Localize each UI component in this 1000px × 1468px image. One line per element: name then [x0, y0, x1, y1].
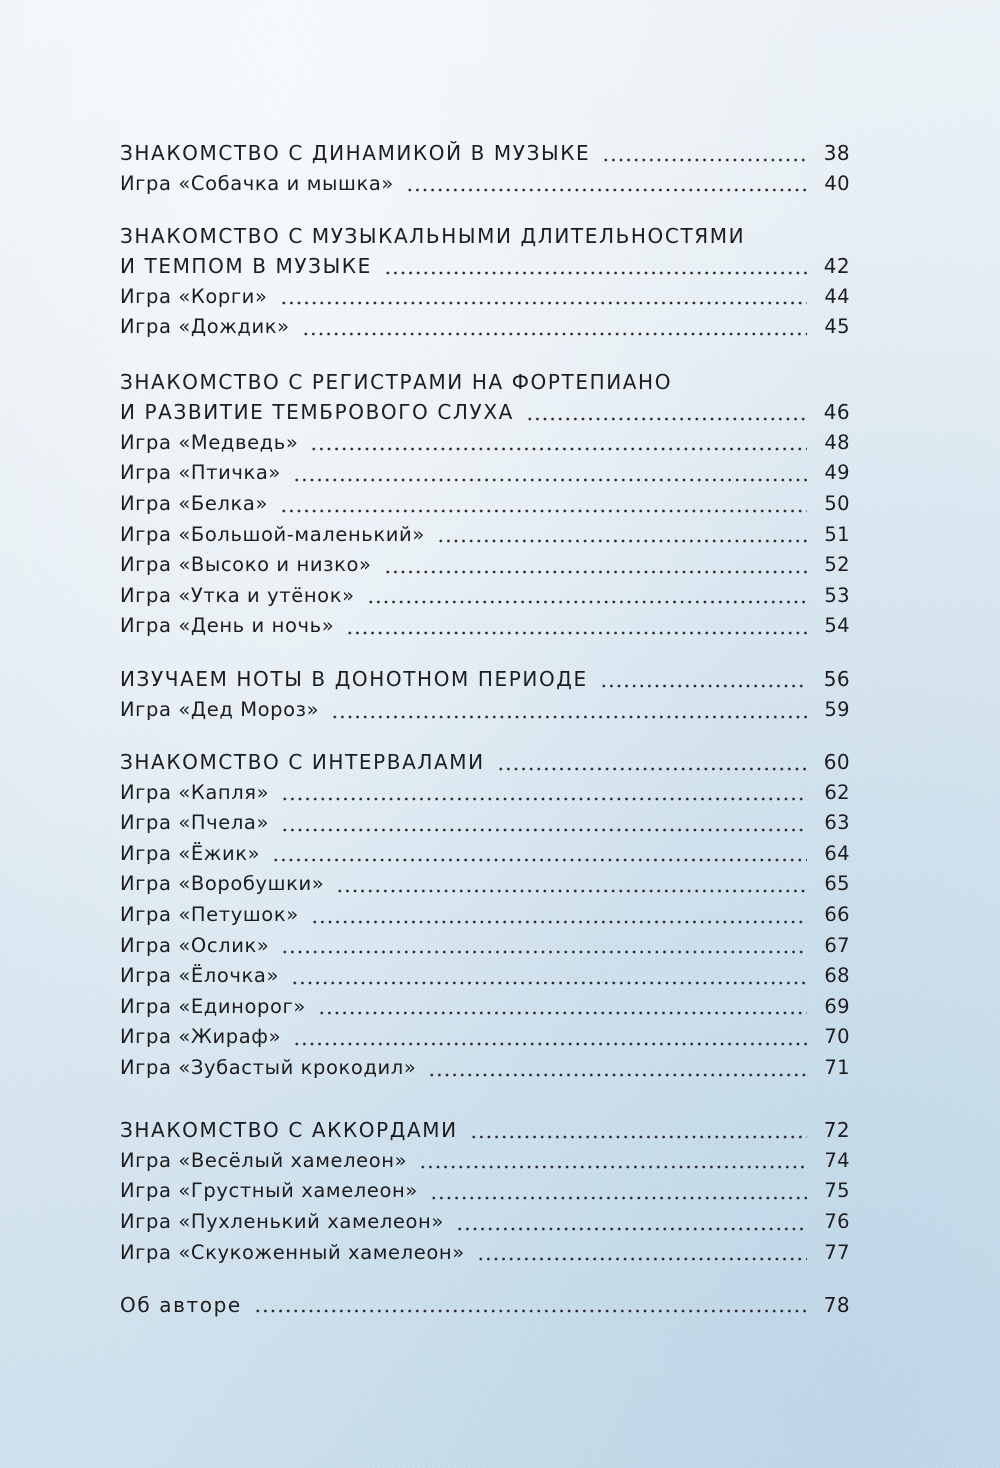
toc-heading-line	[120, 747, 850, 778]
page-number: 56	[823, 667, 850, 692]
entry-title: Игра «Петушок»	[120, 903, 299, 927]
page-number: 74	[824, 1148, 850, 1172]
dot-leader	[497, 747, 807, 778]
toc-heading-line	[120, 367, 850, 398]
dot-leader	[293, 458, 807, 489]
entry-title: Игра «Весёлый хамелеон»	[120, 1148, 408, 1172]
dot-leader	[254, 1290, 807, 1321]
page-number: 48	[824, 430, 850, 454]
toc-entry	[120, 489, 850, 520]
heading-title: И ТЕМПОМ В МУЗЫКЕ	[120, 254, 372, 279]
dot-leader	[384, 251, 807, 282]
toc-section	[120, 664, 850, 725]
page-number: 78	[823, 1292, 850, 1317]
toc-heading-line	[120, 251, 850, 282]
dot-leader	[281, 808, 807, 839]
entry-title: Игра «Большой-маленький»	[120, 522, 425, 546]
toc-entry	[120, 1146, 850, 1177]
dot-leader	[281, 931, 807, 962]
toc-entry	[120, 1022, 850, 1053]
toc-entry	[120, 282, 850, 313]
page-number: 54	[824, 614, 850, 638]
entry-title: Игра «Высоко и низко»	[120, 553, 372, 577]
toc-entry	[120, 169, 850, 200]
dot-leader	[437, 520, 807, 551]
entry-title: Игра «Пчела»	[120, 811, 270, 835]
page-number: 64	[824, 841, 850, 865]
toc-heading-line	[120, 1290, 850, 1321]
entry-title: Игра «Зубастый крокодил»	[120, 1056, 417, 1080]
page-number: 65	[824, 872, 850, 896]
entry-title: Игра «Грустный хамелеон»	[120, 1179, 418, 1203]
dot-leader	[293, 1022, 807, 1053]
page-number: 68	[824, 964, 850, 988]
entry-title: Игра «Скукоженный хамелеон»	[120, 1240, 465, 1264]
entry-title: Игра «Медведь»	[120, 430, 299, 454]
toc-entry	[120, 931, 850, 962]
dot-leader	[291, 961, 807, 992]
page-number: 51	[824, 522, 850, 546]
page-number: 40	[824, 171, 850, 195]
dot-leader	[311, 900, 807, 931]
page-number: 76	[824, 1209, 850, 1233]
page-number: 46	[823, 400, 850, 425]
toc-entry	[120, 312, 850, 343]
dot-leader	[272, 839, 807, 870]
entry-title: Игра «Ёжик»	[120, 841, 261, 865]
dot-leader	[281, 778, 807, 809]
toc-heading-line	[120, 1115, 850, 1146]
page-number: 63	[824, 811, 850, 835]
dot-leader	[318, 992, 807, 1023]
page-number: 42	[823, 254, 850, 279]
toc-entry	[120, 1238, 850, 1269]
entry-title: Игра «Ёлочка»	[120, 964, 279, 988]
entry-title: Игра «Собачка и мышка»	[120, 171, 394, 195]
dot-leader	[600, 664, 807, 695]
dot-leader	[346, 611, 807, 642]
dot-leader	[430, 1176, 807, 1207]
heading-title: ЗНАКОМСТВО С АККОРДАМИ	[120, 1118, 458, 1143]
entry-title: Игра «Жираф»	[120, 1025, 282, 1049]
toc-entry	[120, 428, 850, 459]
entry-title: Игра «Утка и утёнок»	[120, 583, 355, 607]
toc-section	[120, 221, 850, 343]
toc-entry	[120, 961, 850, 992]
page-number: 59	[824, 698, 850, 721]
toc-entry	[120, 869, 850, 900]
entry-title: Игра «Воробушки»	[120, 872, 325, 896]
entry-title: Игра «Дождик»	[120, 315, 290, 339]
page-number: 45	[824, 315, 850, 339]
dot-leader	[336, 869, 807, 900]
toc-entry	[120, 839, 850, 870]
heading-title: ЗНАКОМСТВО С РЕГИСТРАМИ НА ФОРТЕПИАНО	[120, 369, 673, 394]
toc-section	[120, 1115, 850, 1268]
toc-entry	[120, 900, 850, 931]
page-number: 38	[823, 141, 850, 165]
toc-entry	[120, 1207, 850, 1238]
toc-section	[120, 747, 850, 1084]
entry-title: Игра «Корги»	[120, 284, 268, 308]
dot-leader	[428, 1053, 807, 1084]
dot-leader	[280, 489, 807, 520]
table-of-contents	[120, 138, 850, 1320]
dot-leader	[310, 428, 807, 459]
toc-heading-line	[120, 138, 850, 169]
entry-title: Игра «Единорог»	[120, 994, 306, 1018]
dot-leader	[384, 550, 807, 581]
entry-title: Игра «Капля»	[120, 780, 270, 804]
page-number: 67	[824, 933, 850, 957]
page-number: 50	[824, 491, 850, 515]
page-number: 69	[824, 994, 850, 1018]
entry-title: Игра «Птичка»	[120, 461, 281, 485]
page-number: 60	[823, 750, 850, 775]
dot-leader	[331, 695, 807, 726]
dot-leader	[406, 169, 807, 200]
page-number: 75	[824, 1179, 850, 1203]
dot-leader	[367, 581, 807, 612]
page-number: 71	[824, 1056, 850, 1080]
dot-leader	[602, 138, 807, 169]
heading-title: ЗНАКОМСТВО С ИНТЕРВАЛАМИ	[120, 750, 485, 775]
entry-title: Игра «День и ночь»	[120, 614, 335, 638]
dot-leader	[470, 1115, 807, 1146]
toc-section	[120, 1290, 850, 1321]
page-number: 52	[824, 553, 850, 577]
toc-entry	[120, 611, 850, 642]
toc-heading-line	[120, 221, 850, 252]
dot-leader	[419, 1146, 807, 1177]
toc-heading-line	[120, 397, 850, 428]
toc-section	[120, 138, 850, 199]
toc-entry	[120, 992, 850, 1023]
page-number: 44	[824, 284, 850, 308]
entry-title: Игра «Дед Мороз»	[120, 698, 320, 721]
page-number: 53	[824, 583, 850, 607]
page-number: 62	[824, 780, 850, 804]
heading-title: ЗНАКОМСТВО С МУЗЫКАЛЬНЫМИ ДЛИТЕЛЬНОСТЯМИ	[120, 223, 746, 248]
heading-title: ИЗУЧАЕМ НОТЫ В ДОНОТНОМ ПЕРИОДЕ	[120, 667, 588, 692]
toc-entry	[120, 1053, 850, 1084]
dot-leader	[280, 282, 808, 313]
dot-leader	[477, 1238, 807, 1269]
entry-title: Игра «Белка»	[120, 491, 268, 515]
entry-title: Игра «Пухленький хамелеон»	[120, 1209, 444, 1233]
dot-leader	[526, 397, 807, 428]
toc-section	[120, 367, 850, 642]
toc-entry	[120, 695, 850, 726]
dot-leader	[302, 312, 807, 343]
page-number: 66	[824, 903, 850, 927]
page-number: 49	[824, 461, 850, 485]
heading-title: И РАЗВИТИЕ ТЕМБРОВОГО СЛУХА	[120, 400, 514, 425]
toc-entry	[120, 778, 850, 809]
toc-entry	[120, 808, 850, 839]
entry-title: Игра «Ослик»	[120, 933, 270, 957]
toc-entry	[120, 1176, 850, 1207]
page-number: 70	[824, 1025, 850, 1049]
toc-entry	[120, 550, 850, 581]
toc-heading-line	[120, 664, 850, 695]
toc-entry	[120, 581, 850, 612]
toc-entry	[120, 520, 850, 551]
heading-title: ЗНАКОМСТВО С ДИНАМИКОЙ В МУЗЫКЕ	[120, 141, 591, 165]
dot-leader	[456, 1207, 807, 1238]
toc-entry	[120, 458, 850, 489]
page-number: 77	[824, 1240, 850, 1264]
page-number: 72	[823, 1118, 850, 1143]
heading-title: Об авторе	[120, 1292, 242, 1317]
